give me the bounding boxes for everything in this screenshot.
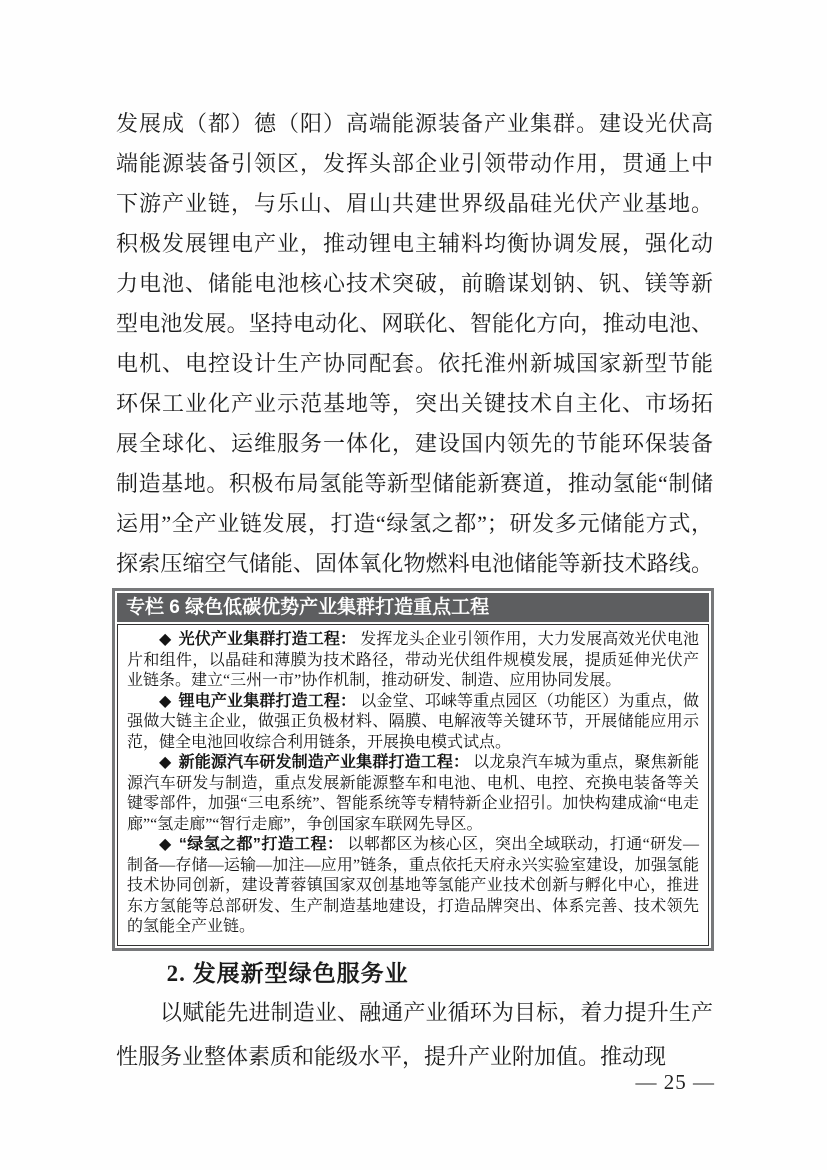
bullet-text: 以龙泉汽车城为重点，聚焦新能源汽车研发与制造，重点发展新能源整车和电池、电机、电控、充换电装备等关键零部件，加强“三电系统”、智能系统等专精特新企业招引。加快构建成渝“电走廊”“氢走廊”“智行走廊”，争创国家车联网先导区。 <box>127 754 699 833</box>
body-text-line: 下游产业链，与乐山、眉山共建世界级晶硅光伏产业基地。 <box>116 191 713 216</box>
body-paragraph <box>116 104 713 584</box>
feature-box-bullet <box>127 835 699 938</box>
body-text-line: 力电池、储能电池核心技术突破，前瞻谋划钠、钒、镁等新 <box>116 271 713 296</box>
body-text-line: 探索压缩空气储能、固体氧化物燃料电池储能等新技术路线。 <box>116 551 713 576</box>
bullet-text: 发挥龙头企业引领作用，大力发展高效光伏电池片和组件，以晶硅和薄膜为技术路径，带动光伏组件规模发展，提质延伸光伏产业链条。建立“三州一市”协作机制，推动研发、制造、应用协同发展。 <box>127 631 699 689</box>
bullet-text: 以金堂、邛崃等重点园区（功能区）为重点，做强做大链主企业，做强正负极材料、隔膜、电解液等关键环节，开展储能应用示范，健全电池回收综合利用链条，开展换电模式试点。 <box>127 692 699 751</box>
bullet-title: “绿氢之都”打造工程： <box>178 836 344 853</box>
feature-box-title: 专栏 6 绿色低碳优势产业集群打造重点工程 <box>117 593 709 622</box>
diamond-bullet-icon: ◆ <box>159 836 172 853</box>
bullet-title: 锂电产业集群打造工程： <box>178 692 357 710</box>
body-text-line: 积极发展锂电产业，推动锂电主辅料均衡协调发展，强化动 <box>116 231 713 256</box>
body-text-line: 环保工业化产业示范基地等，突出关键技术自主化、市场拓 <box>116 391 713 416</box>
body-text-line: 制造基地。积极布局氢能等新型储能新赛道，推动氢能“制储 <box>116 471 713 496</box>
feature-box-content <box>117 624 709 946</box>
bullet-title: 新能源汽车研发制造产业集群打造工程： <box>178 754 470 771</box>
diamond-bullet-icon: ◆ <box>159 754 172 771</box>
diamond-bullet-icon: ◆ <box>159 692 172 710</box>
feature-box-bullet <box>127 692 699 754</box>
closing-paragraph: 以赋能先进制造业、融通产业循环为目标，着力提升生产性服务业整体素质和能级水平，提升产业附加值。推动现 <box>116 1000 713 1069</box>
body-text-line: 运用”全产业链发展，打造“绿氢之都”；研发多元储能方式， <box>116 511 713 536</box>
feature-box <box>112 588 714 951</box>
body-text-line: 发展成（都）德（阳）高端能源装备产业集群。建设光伏高 <box>116 111 713 136</box>
body-text-line: 端能源装备引领区，发挥头部企业引领带动作用，贯通上中 <box>116 151 713 176</box>
body-text-line: 电机、电控设计生产协同配套。依托淮州新城国家新型节能 <box>116 351 713 376</box>
feature-box-bullet <box>127 630 699 692</box>
page-number: — 25 — <box>635 1070 715 1094</box>
body-text-line: 型电池发展。坚持电动化、网联化、智能化方向，推动电池、 <box>116 311 713 336</box>
bullet-title: 光伏产业集群打造工程： <box>178 631 357 648</box>
body-text-line: 展全球化、运维服务一体化，建设国内领先的节能环保装备 <box>116 431 713 456</box>
feature-box-bullet <box>127 753 699 835</box>
section-heading: 2. 发展新型绿色服务业 <box>166 961 409 986</box>
bullet-text: 以郫都区为核心区，突出全域联动，打通“研发—制备—存储—运输—加注—应用”链条，重点依托天府永兴实验室建设，加强氢能技术协同创新，建设菁蓉镇国家双创基地等氢能产业技术创新与孵化中心，推进东方氢能等总部研发、生产制造基地建设，打造品牌突出、体系完善、技术领先的氢能全产业链。 <box>127 836 699 935</box>
diamond-bullet-icon: ◆ <box>159 631 172 648</box>
